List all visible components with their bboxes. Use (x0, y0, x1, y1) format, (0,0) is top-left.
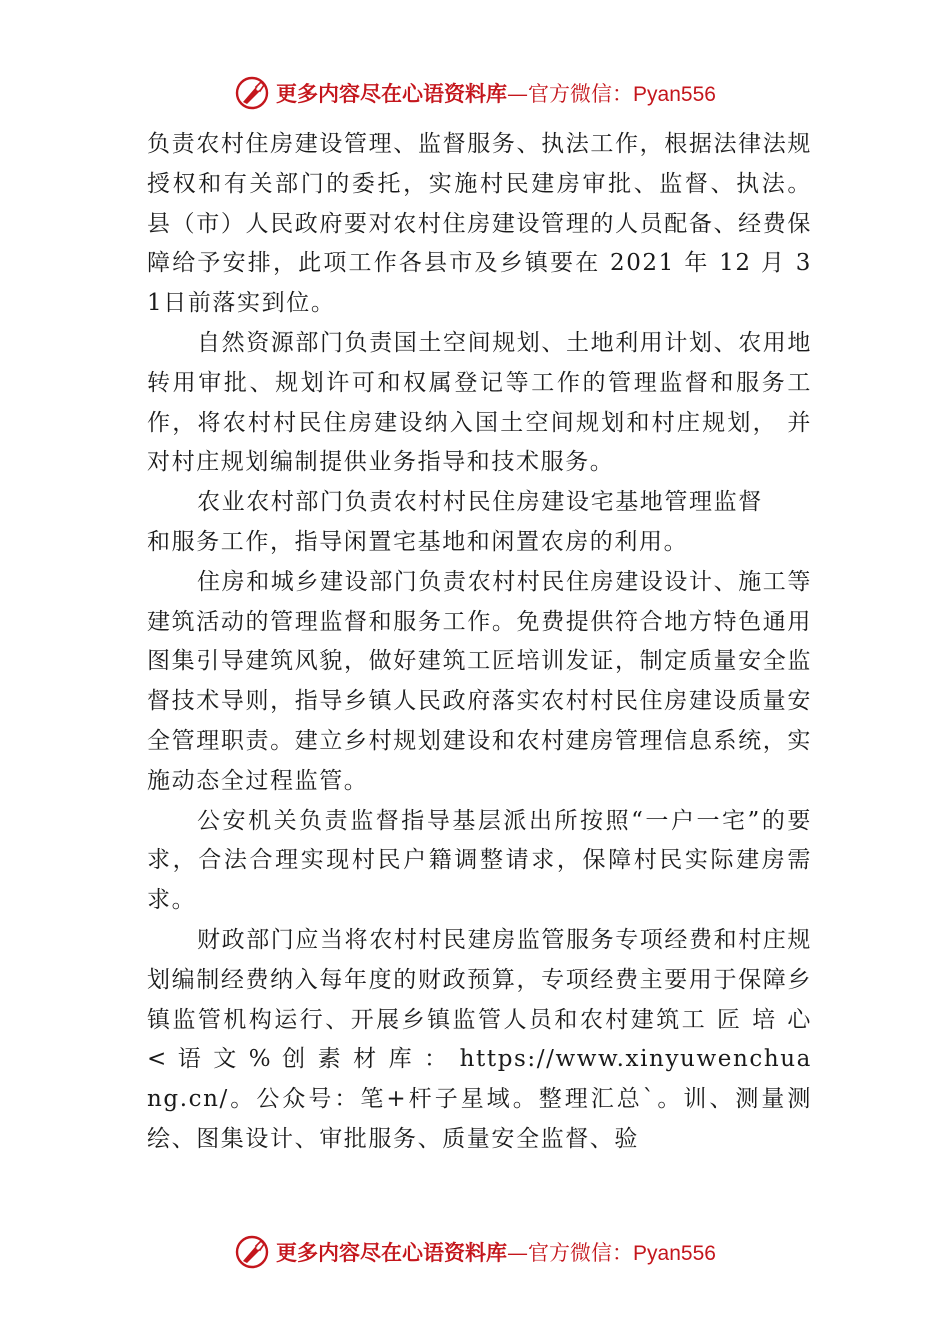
paragraph-1: 负责农村住房建设管理、监督服务、执法工作，根据法律法规授权和有关部门的委托，实施村民建房审批、监督、执法。 县（市）人民政府要对农村住房建设管理的人员配备、经费保障给予安排，此项工作各县市及乡镇要在 2021 年 12 月 31日前落实到位。 (147, 131, 812, 317)
banner-wechat-id: Pyan556 (633, 1242, 716, 1265)
paragraph-5: 公安机关负责监督指导基层派出所按照“一户一宅”的要求，合法合理实现村民户籍调整请求，保障村民实际建房需求。 (147, 807, 812, 914)
banner-text (276, 78, 716, 108)
banner-wechat-label: 官方微信： (528, 1241, 634, 1265)
fountain-pen-circle-icon (234, 1234, 270, 1270)
banner-dash: — (507, 1241, 529, 1265)
document-body (147, 125, 812, 1160)
paragraph-4: 住房和城乡建设部门负责农村村民住房建设设计、施工等建筑活动的管理监督和服务工作。免费提供符合地方特色通用图集引导建筑风貌，做好建筑工匠培训发证，制定质量安全监督技术导则，指导乡镇人民政府落实农村村民住房建设质量安全管理职责。建立乡村规划建设和农村建房管理信息系统，实施动态全过程监管。 (147, 568, 812, 794)
header-banner (0, 70, 950, 116)
banner-title: 更多内容尽在心语资料库 (276, 81, 508, 106)
fountain-pen-circle-icon (234, 75, 270, 111)
footer-banner (0, 1229, 950, 1275)
banner-title: 更多内容尽在心语资料库 (276, 1240, 508, 1265)
paragraph-2: 自然资源部门负责国土空间规划、土地利用计划、农用地转用审批、规划许可和权属登记等工作的管理监督和服务工作，将农村村民住房建设纳入国土空间规划和村庄规划， 并对村庄规划编制提供业务指导和技术服务。 (147, 329, 812, 476)
banner-wechat-label: 官方微信： (528, 82, 634, 106)
banner-wechat-id: Pyan556 (633, 83, 716, 106)
paragraph-3-continued: 和服务工作，指导闲置宅基地和闲置农房的利用。 (147, 528, 689, 555)
banner-dash: — (507, 82, 529, 106)
paragraph-6: 财政部门应当将农村村民建房监管服务专项经费和村庄规划编制经费纳入每年度的财政预算，专项经费主要用于保障乡镇监管机构运行、开展乡镇监管人员和农村建筑工 匠 培 心 < 语 文 % 创 素 材 库 ： https://www.xinyuwenchuang.cn/。公众号：笔+杆子星域。整理汇总`。训、测量测绘、图集设计、审批服务、质量安全监督、验 (147, 926, 812, 1152)
paragraph-3: 农业农村部门负责农村村民住房建设宅基地管理监督 (197, 489, 763, 516)
banner-text (276, 1237, 716, 1267)
